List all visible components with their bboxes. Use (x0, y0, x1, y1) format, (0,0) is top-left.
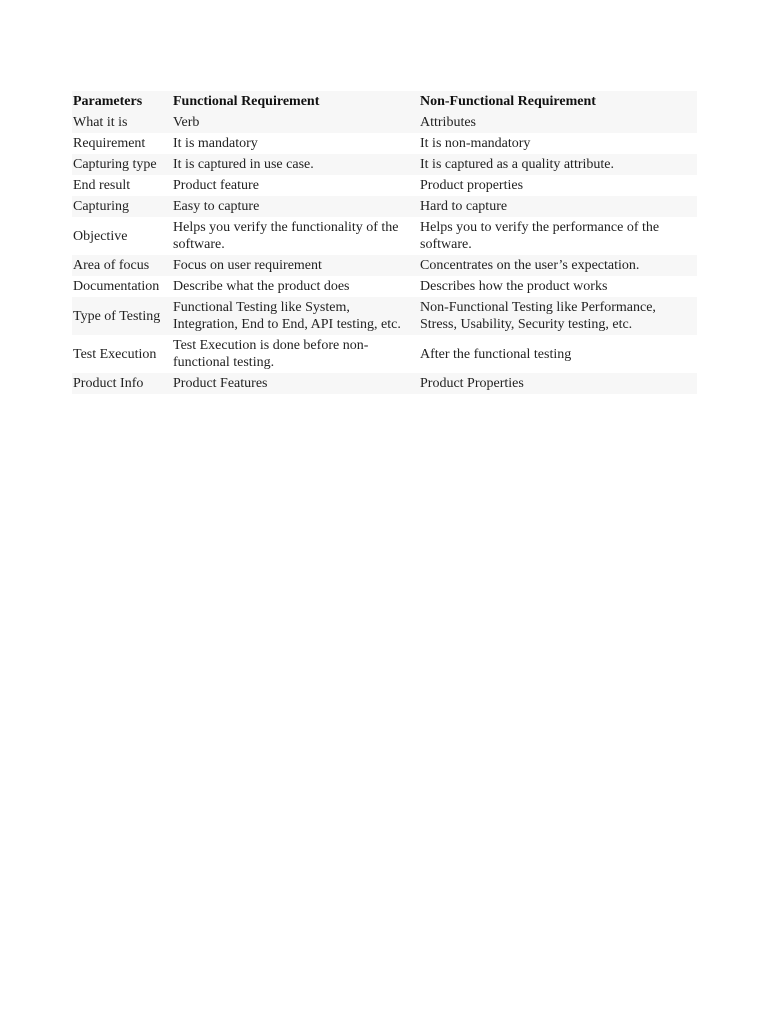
table-cell-non-functional: Hard to capture (420, 199, 508, 214)
table-cell-functional: Easy to capture (173, 199, 260, 214)
table-cell-functional: Product feature (173, 178, 259, 193)
table-cell-non-functional: It is non-mandatory (420, 136, 531, 151)
table-cell-parameter: What it is (73, 115, 128, 130)
table-row (72, 373, 697, 394)
table-cell-functional: Describe what the product does (173, 279, 350, 294)
table-row (72, 154, 697, 175)
column-header-parameters: Parameters (73, 94, 143, 109)
table-cell-parameter: Objective (73, 228, 128, 244)
table-cell-non-functional: Concentrates on the user’s expectation. (420, 258, 640, 273)
table-cell-parameter: Documentation (73, 279, 160, 294)
table-cell-non-functional: Non-Functional Testing like Performance, Stress, Usability, Security testing, etc. (420, 300, 656, 332)
table-cell-functional: Helps you verify the functionality of the software. (173, 220, 399, 252)
table-cell-functional: Focus on user requirement (173, 258, 322, 273)
column-header-non-functional: Non-Functional Requirement (420, 94, 596, 109)
table-cell-functional: Verb (173, 115, 200, 130)
table-cell-non-functional: It is captured as a quality attribute. (420, 157, 614, 172)
table-cell-parameter: Area of focus (73, 258, 150, 273)
table-cell-functional: Product Features (173, 376, 268, 391)
table-row (72, 297, 697, 335)
table-row (72, 196, 697, 217)
table-header-row (72, 91, 697, 112)
table-row (72, 133, 697, 154)
table-row (72, 335, 697, 373)
table-cell-non-functional: After the functional testing (420, 346, 572, 362)
table-cell-parameter: Product Info (73, 376, 144, 391)
table-cell-non-functional: Attributes (420, 115, 476, 130)
table-cell-parameter: Capturing type (73, 157, 157, 172)
table-cell-non-functional: Helps you to verify the performance of the software. (420, 220, 660, 252)
table-row (72, 217, 697, 255)
table-cell-non-functional: Product Properties (420, 376, 524, 391)
table-cell-parameter: End result (73, 178, 131, 193)
table-cell-functional: It is mandatory (173, 136, 258, 151)
table-row (72, 112, 697, 133)
table-cell-functional: Test Execution is done before non-functional testing. (173, 338, 369, 370)
comparison-table (72, 91, 697, 394)
table-cell-parameter: Capturing (73, 199, 129, 214)
table-cell-parameter: Type of Testing (73, 308, 161, 324)
table-cell-functional: It is captured in use case. (173, 157, 314, 172)
table-row (72, 276, 697, 297)
table-cell-non-functional: Product properties (420, 178, 524, 193)
column-header-functional: Functional Requirement (173, 94, 320, 109)
table-cell-functional: Functional Testing like System, Integration, End to End, API testing, etc. (173, 300, 401, 332)
table-cell-parameter: Requirement (73, 136, 146, 151)
table-row (72, 175, 697, 196)
table-cell-parameter: Test Execution (73, 346, 157, 362)
table-row (72, 255, 697, 276)
table-cell-non-functional: Describes how the product works (420, 279, 608, 294)
